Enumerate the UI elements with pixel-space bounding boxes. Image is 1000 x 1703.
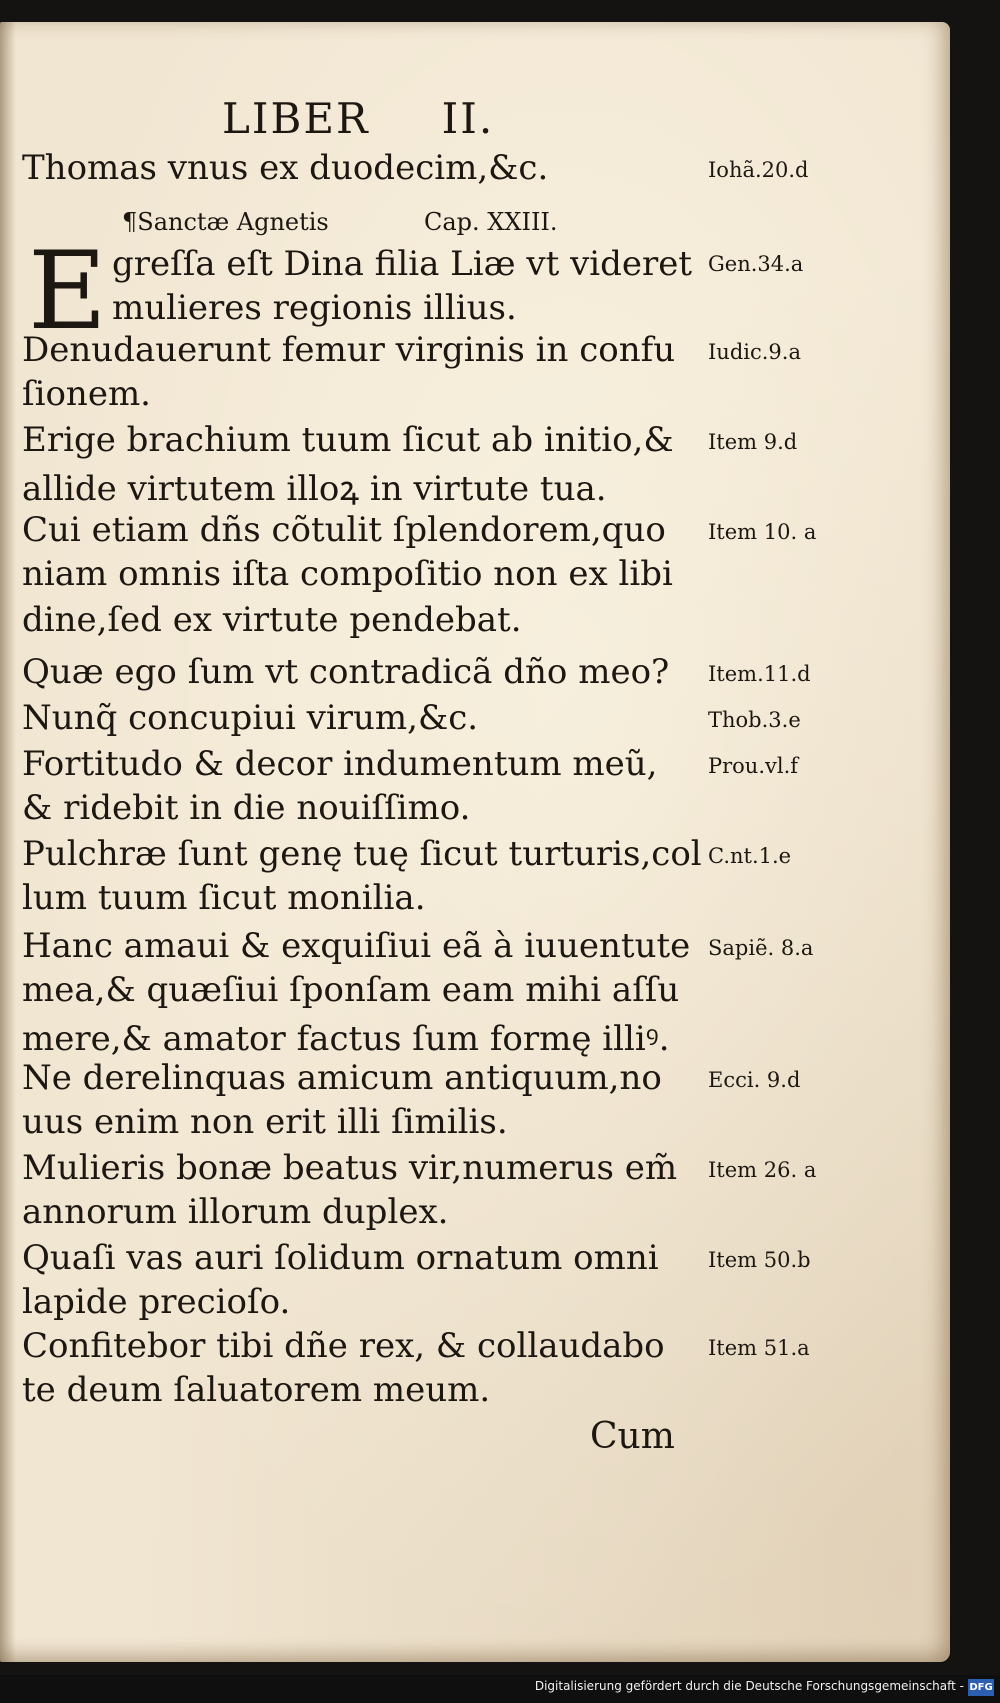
margin-reference: Item 26. a: [708, 1158, 817, 1182]
page-edge-shadow: [0, 22, 16, 1662]
margin-reference: Item 10. a: [708, 520, 817, 544]
chapter-number: Cap. XXIII.: [424, 208, 558, 236]
text-line: ſionem.: [22, 374, 151, 414]
text-line: mea,& quæſiui ſponſam eam mihi aſſu: [22, 970, 680, 1010]
text-line: Fortitudo & decor indumentum meũ,: [22, 744, 658, 784]
margin-reference: Sapiẽ. 8.a: [708, 936, 814, 960]
text-line: Ne derelinquas amicum antiquum,no: [22, 1058, 662, 1098]
text-line: Nunq̃ concupiui virum,&c.: [22, 698, 479, 738]
text-line: Pulchræ ſunt genę tuę ſicut turturis,col: [22, 834, 702, 874]
text-line: Quæ ego ſum vt contradicã dño meo?: [22, 652, 670, 692]
text-line: Thomas vnus ex duodecim,&c.: [22, 148, 549, 188]
margin-reference: Thob.3.e: [708, 708, 801, 732]
text-line: Quaſi vas auri ſolidum ornatum omni: [22, 1238, 659, 1278]
running-header: [222, 94, 494, 143]
decorated-initial: E: [28, 229, 107, 354]
text-line: Confitebor tibi dñe rex, & collaudabo: [22, 1326, 665, 1366]
dfg-logo: DFG: [968, 1679, 994, 1696]
text-line: Denudauerunt femur virginis in confu: [22, 330, 676, 370]
text-line: dine,ſed ex virtute pendebat.: [22, 600, 522, 640]
text-line: mere,& amator factus ſum formę illiꝰ.: [22, 1019, 670, 1059]
margin-reference: Ecci. 9.d: [708, 1068, 801, 1092]
text-line: lapide precioſo.: [22, 1282, 291, 1322]
text-line: & ridebit in die nouiſſimo.: [22, 788, 471, 828]
footer-credit: Digitalisierung gefördert durch die Deutsche Forschungsgemeinschaft -: [534, 1679, 964, 1693]
text-line: mulieres regionis illius.: [112, 288, 517, 328]
text-line: annorum illorum duplex.: [22, 1192, 449, 1232]
digitization-footer: [0, 1675, 1000, 1703]
margin-reference: Gen.34.a: [708, 252, 804, 276]
margin-reference: Iudic.9.a: [708, 340, 801, 364]
text-line: uus enim non erit illi ſimilis.: [22, 1102, 508, 1142]
header-book: LIBER: [222, 94, 370, 143]
text-line: niam omnis iſta compoſitio non ex libi: [22, 554, 673, 594]
margin-reference: Item 50.b: [708, 1248, 811, 1272]
margin-reference: Item.11.d: [708, 662, 811, 686]
header-number: II.: [441, 94, 495, 143]
catchword: Cum: [590, 1416, 675, 1457]
text-line: te deum ſaluatorem meum.: [22, 1370, 491, 1410]
text-line: Mulieris bonæ beatus vir,numerus em̃: [22, 1148, 678, 1188]
margin-reference: Item 51.a: [708, 1336, 810, 1360]
text-line: allide virtutem illoꝝ in virtute tua.: [22, 469, 607, 509]
text-line: Erige brachium tuum ſicut ab initio,&: [22, 420, 674, 460]
margin-reference: Item 9.d: [708, 430, 798, 454]
text-line: Hanc amaui & exquiſiui eã à iuuentute: [22, 926, 691, 966]
text-line: greſſa eſt Dina filia Liæ vt videret: [112, 244, 693, 284]
text-line: Cui etiam dñs cõtulit ſplendorem,quo: [22, 510, 666, 550]
margin-reference: Iohã.20.d: [708, 158, 809, 182]
margin-reference: C.nt.1.e: [708, 844, 792, 868]
text-line: lum tuum ſicut monilia.: [22, 878, 426, 918]
margin-reference: Prou.vl.f: [708, 754, 799, 778]
section-title: ¶Sanctæ Agnetis: [122, 208, 329, 236]
